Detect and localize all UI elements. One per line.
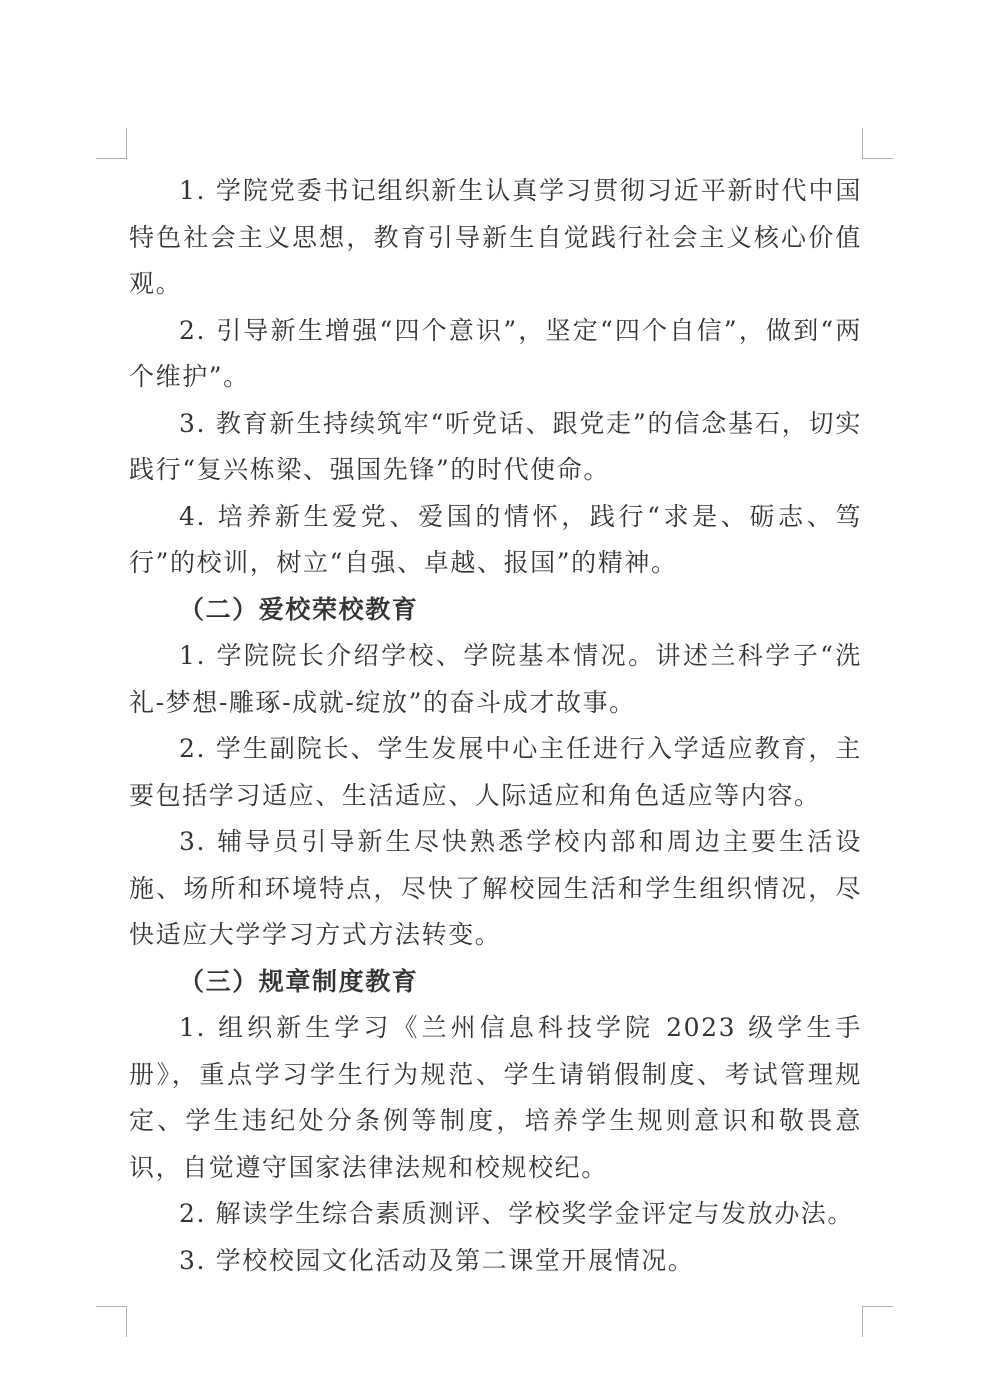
document-body: [129, 168, 862, 1284]
paragraph-2: 2. 引导新生增强“四个意识”，坚定“四个自信”，做到“两个维护”。: [129, 315, 862, 391]
paragraph-9: 2. 解读学生综合素质测评、学校奖学金评定与发放办法。: [179, 1199, 855, 1228]
paragraph-7: 3. 辅导员引导新生尽快熟悉学校内部和周边主要生活设施、场所和环境特点，尽快了解校园生活和学生组织情况，尽快适应大学学习方式方法转变。: [129, 827, 862, 949]
paragraph-10: 3. 学校校园文化活动及第二课堂开展情况。: [179, 1245, 695, 1275]
paragraph-1: 1. 学院党委书记组织新生认真学习贯彻习近平新时代中国特色社会主义思想，教育引导新生自觉践行社会主义核心价值观。: [129, 176, 862, 298]
paragraph-5: 1. 学院院长介绍学校、学院基本情况。讲述兰科学子“洗礼-梦想-雕琢-成就-绽放”的奋斗成才故事。: [129, 641, 862, 717]
page-corner-mark-bottom-right: [862, 1306, 893, 1337]
paragraph-4: 4. 培养新生爱党、爱国的情怀，践行“求是、砺志、笃行”的校训，树立“自强、卓越、报国”的精神。: [129, 501, 862, 577]
page-corner-mark-top-right: [862, 128, 893, 159]
section-heading-2: （二）爱校荣校教育: [179, 594, 419, 624]
section-heading-3: （三）规章制度教育: [179, 966, 419, 996]
page-corner-mark-top-left: [96, 128, 127, 159]
page-corner-mark-bottom-left: [96, 1306, 127, 1337]
paragraph-6: 2. 学生副院长、学生发展中心主任进行入学适应教育，主要包括学习适应、生活适应、人际适应和角色适应等内容。: [129, 734, 862, 810]
paragraph-3: 3. 教育新生持续筑牢“听党话、跟党走”的信念基石，切实践行“复兴栋梁、强国先锋”的时代使命。: [129, 408, 862, 484]
paragraph-8: 1. 组织新生学习《兰州信息科技学院 2023 级学生手册》，重点学习学生行为规范、学生请销假制度、考试管理规定、学生违纪处分条例等制度，培养学生规则意识和敬畏意识，自觉遵守国家法律法规和校规校纪。: [129, 1013, 862, 1182]
